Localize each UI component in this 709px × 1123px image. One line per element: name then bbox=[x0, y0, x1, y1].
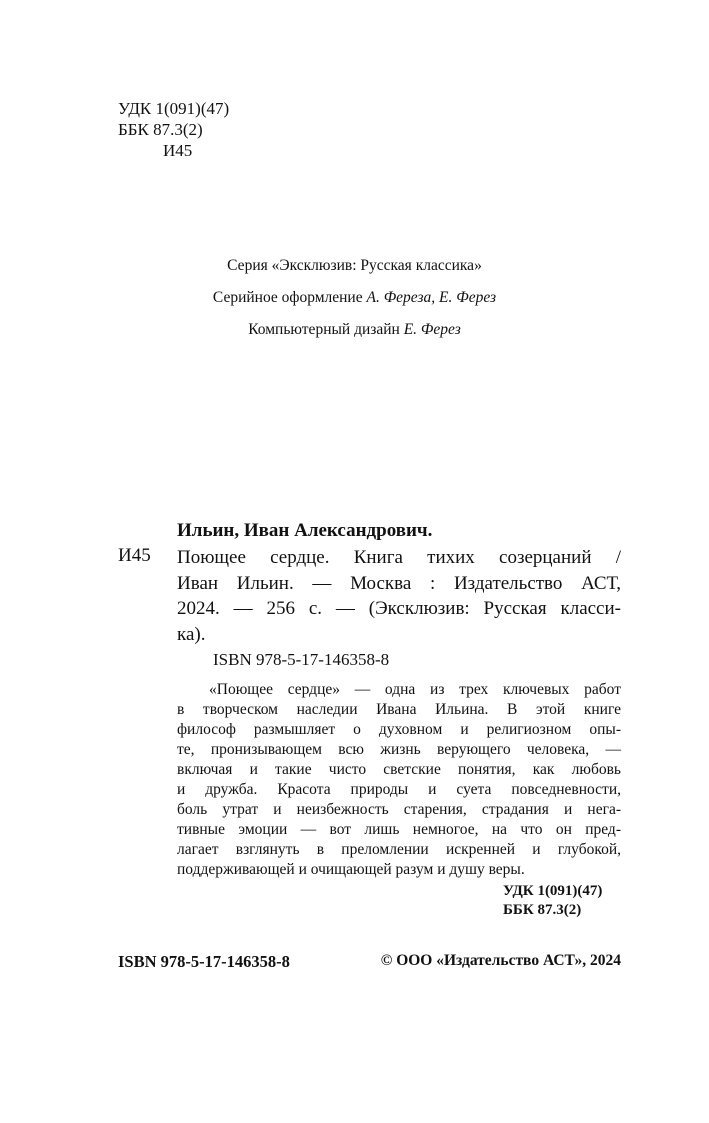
bibliographic-description bbox=[177, 545, 621, 647]
annotation-line: философ размышляет о духовном и религиозном опы- bbox=[177, 721, 621, 738]
annotation-line: поддерживающей и очищающей разум и душу веры. bbox=[177, 861, 525, 878]
cover-design-line bbox=[0, 289, 709, 307]
computer-design-name: Е. Ферез bbox=[403, 321, 461, 338]
biblio-line: Поющее сердце. Книга тихих созерцаний / bbox=[177, 547, 621, 568]
series-line: Серия «Эксклюзив: Русская классика» bbox=[227, 257, 482, 274]
author-index: И45 bbox=[163, 141, 193, 160]
cover-design-names: А. Фереза, Е. Ферез bbox=[366, 289, 497, 306]
bottom-udk-code: УДК 1(091)(47) bbox=[503, 883, 603, 899]
annotation-line: те, пронизывающем всю жизнь верующего человека, — bbox=[177, 741, 621, 758]
annotation-line: в творческом наследии Ивана Ильина. В этой книге bbox=[177, 701, 621, 718]
classification-codes bbox=[118, 98, 229, 161]
annotation-line: тивные эмоции — вот лишь немногое, на что он пред- bbox=[177, 821, 621, 838]
computer-design-label: Компьютерный дизайн bbox=[248, 321, 400, 338]
cover-design-label: Серийное оформление bbox=[212, 289, 363, 306]
bottom-bbk-code: ББК 87.3(2) bbox=[503, 902, 582, 918]
annotation-line: боль утрат и неизбежность старения, страдания и нега- bbox=[177, 801, 621, 818]
catalog-index: И45 bbox=[118, 545, 151, 566]
udk-code: УДК 1(091)(47) bbox=[118, 99, 230, 118]
biblio-line: Иван Ильин. — Москва : Издательство АСТ, bbox=[177, 572, 621, 594]
annotation bbox=[177, 680, 621, 880]
catalog-author: Ильин, Иван Александрович. bbox=[177, 520, 433, 541]
computer-design-line bbox=[0, 321, 709, 339]
catalog-isbn: ISBN 978-5-17-146358-8 bbox=[213, 650, 390, 669]
biblio-line: 2024. — 256 с. — (Эксклюзив: Русская класси- bbox=[177, 598, 621, 619]
annotation-line: включая и такие чисто светские понятия, как любовь bbox=[177, 761, 621, 778]
annotation-line: и дружба. Красота природы и суета повседневности, bbox=[177, 781, 621, 798]
biblio-line: ка). bbox=[177, 623, 206, 645]
bottom-classification-codes bbox=[503, 882, 602, 920]
annotation-line: лагает взглянуть в преломлении искренней и глубокой, bbox=[177, 841, 621, 858]
bbk-code: ББК 87.3(2) bbox=[118, 120, 203, 139]
copyright-notice: © ООО «Издательство АСТ», 2024 bbox=[380, 952, 621, 969]
footer-isbn: ISBN 978-5-17-146358-8 bbox=[118, 952, 290, 971]
annotation-line: «Поющее сердце» — одна из трех ключевых работ bbox=[209, 681, 621, 698]
